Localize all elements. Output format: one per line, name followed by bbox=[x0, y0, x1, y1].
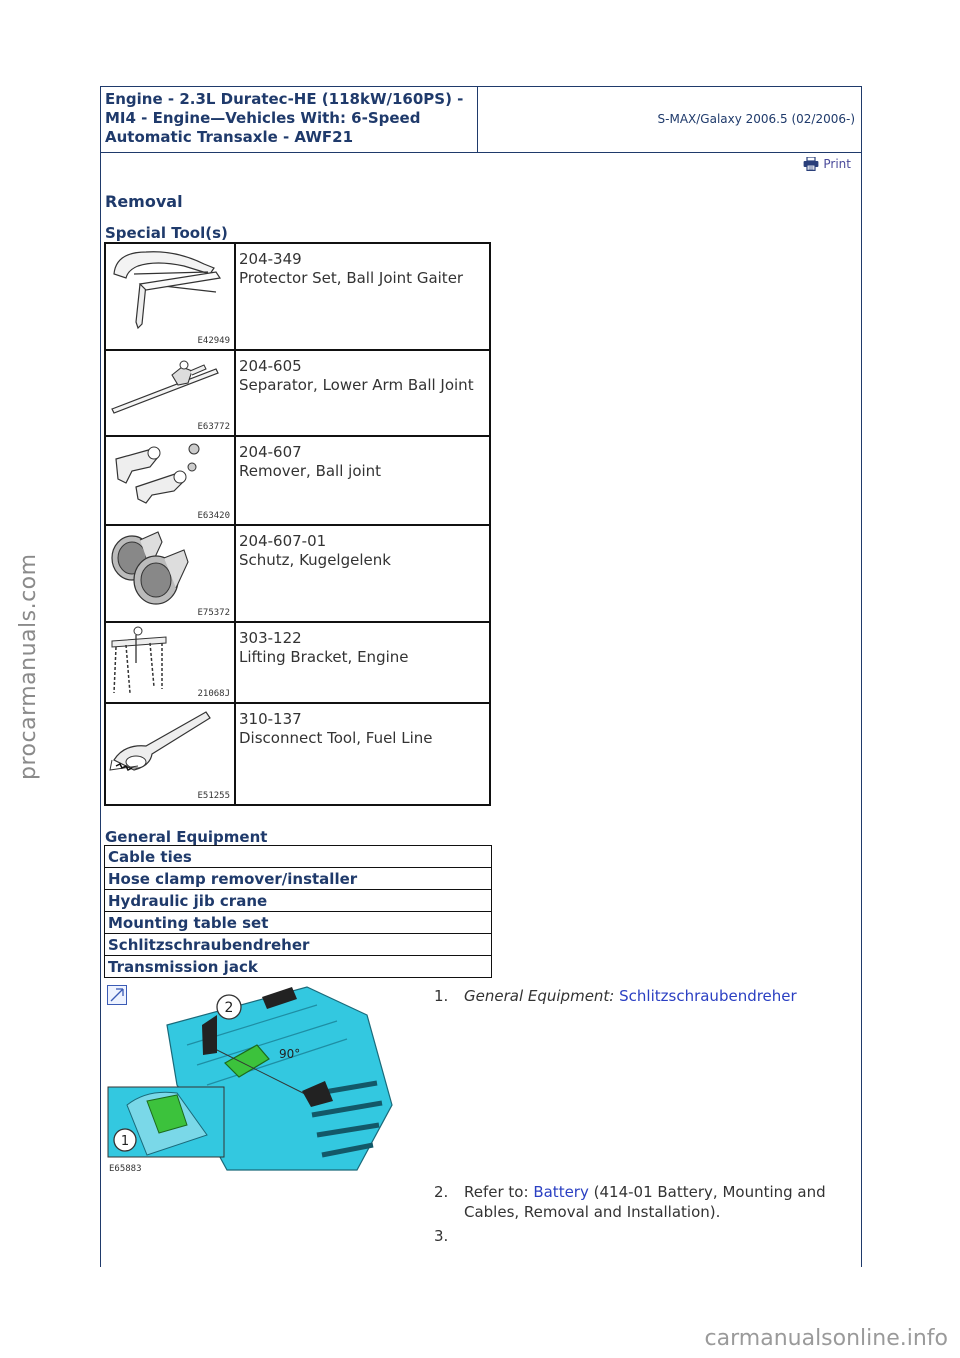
engine-lifting-bracket-image bbox=[106, 623, 234, 702]
tool-image-code: E75372 bbox=[197, 608, 230, 618]
tool-number: 310-137 bbox=[239, 710, 302, 728]
tool-description bbox=[235, 436, 490, 525]
ball-joint-gaiter-protector-image bbox=[106, 244, 234, 349]
tool-row bbox=[105, 622, 490, 703]
document-header bbox=[100, 86, 861, 153]
equipment-item: Hose clamp remover/installer bbox=[105, 868, 492, 890]
callout-2: 2 bbox=[224, 1000, 234, 1016]
tool-row bbox=[105, 243, 490, 350]
tool-image-code: 21068J bbox=[197, 689, 230, 699]
tool-description bbox=[235, 525, 490, 622]
tool-number: 204-607-01 bbox=[239, 532, 327, 550]
step-number: 3. bbox=[434, 1227, 449, 1245]
tool-name: Schutz, Kugelgelenk bbox=[239, 551, 391, 569]
tool-name: Remover, Ball joint bbox=[239, 462, 382, 480]
tool-image-code: E63772 bbox=[197, 422, 230, 432]
ball-joint-remover-image bbox=[106, 437, 234, 524]
special-tools-title: Special Tool(s) bbox=[105, 224, 228, 242]
step-text bbox=[464, 986, 854, 1006]
tool-image-cell bbox=[105, 243, 235, 350]
tool-description bbox=[235, 243, 490, 350]
equipment-item: Schlitzschraubendreher bbox=[105, 934, 492, 956]
tool-image-cell bbox=[105, 622, 235, 703]
step-1-illustration[interactable] bbox=[107, 985, 397, 1173]
tool-name: Protector Set, Ball Joint Gaiter bbox=[239, 269, 464, 287]
equipment-item: Mounting table set bbox=[105, 912, 492, 934]
tool-image-code: E42949 bbox=[197, 336, 230, 346]
tool-image-cell bbox=[105, 350, 235, 436]
tool-name: Lifting Bracket, Engine bbox=[239, 648, 409, 666]
tool-image-code: E63420 bbox=[197, 511, 230, 521]
ball-joint-protector-image bbox=[106, 526, 234, 621]
callout-1: 1 bbox=[120, 1134, 130, 1149]
step-prefix: Refer to: bbox=[464, 1183, 529, 1201]
step-number: 1. bbox=[434, 987, 449, 1005]
step-suffix: (414-01 Battery, Mounting and Cables, Removal and Installation). bbox=[464, 1183, 826, 1221]
step-image-code: E65883 bbox=[109, 1164, 142, 1173]
step-number: 2. bbox=[434, 1183, 449, 1201]
battery-link[interactable]: Battery bbox=[533, 1183, 589, 1201]
section-title: Removal bbox=[105, 192, 183, 211]
equipment-item: Cable ties bbox=[105, 846, 492, 868]
tool-image-code: E51255 bbox=[197, 791, 230, 801]
watermark-bottom: carmanualsonline.info bbox=[704, 1326, 948, 1351]
watermark-left: procarmanuals.com bbox=[16, 553, 41, 780]
equipment-item: Hydraulic jib crane bbox=[105, 890, 492, 912]
lower-arm-separator-image bbox=[106, 351, 234, 435]
step-text bbox=[464, 1182, 854, 1222]
fuel-line-disconnect-tool-image bbox=[106, 704, 234, 804]
equipment-item: Transmission jack bbox=[105, 956, 492, 978]
special-tools-table bbox=[104, 242, 491, 806]
zoom-icon[interactable] bbox=[107, 985, 127, 1009]
print-link[interactable] bbox=[803, 157, 851, 171]
general-equipment-table bbox=[104, 845, 492, 978]
step-prefix: General Equipment: bbox=[464, 987, 615, 1005]
tool-description bbox=[235, 703, 490, 805]
callout-angle: 90° bbox=[279, 1047, 301, 1061]
step-link[interactable]: Schlitzschraubendreher bbox=[619, 987, 797, 1005]
tool-name: Disconnect Tool, Fuel Line bbox=[239, 729, 433, 747]
tool-image-cell bbox=[105, 703, 235, 805]
tool-row bbox=[105, 703, 490, 805]
tool-number: 303-122 bbox=[239, 629, 302, 647]
tool-image-cell bbox=[105, 525, 235, 622]
model-label: S-MAX/Galaxy 2006.5 (02/2006-) bbox=[657, 112, 855, 126]
tool-row bbox=[105, 350, 490, 436]
tool-row bbox=[105, 525, 490, 622]
printer-icon bbox=[803, 157, 819, 171]
tool-image-cell bbox=[105, 436, 235, 525]
tool-row bbox=[105, 436, 490, 525]
general-equipment-title: General Equipment bbox=[105, 828, 268, 846]
tool-name: Separator, Lower Arm Ball Joint bbox=[239, 376, 474, 394]
tool-number: 204-349 bbox=[239, 250, 302, 268]
document-title: Engine - 2.3L Duratec-HE (118kW/160PS) - MI4 - Engine—Vehicles With: 6-Speed Automatic Transaxle - AWF21 bbox=[100, 86, 478, 152]
tool-description bbox=[235, 622, 490, 703]
tool-description bbox=[235, 350, 490, 436]
tool-number: 204-607 bbox=[239, 443, 302, 461]
print-label[interactable]: Print bbox=[823, 157, 851, 171]
tool-number: 204-605 bbox=[239, 357, 302, 375]
